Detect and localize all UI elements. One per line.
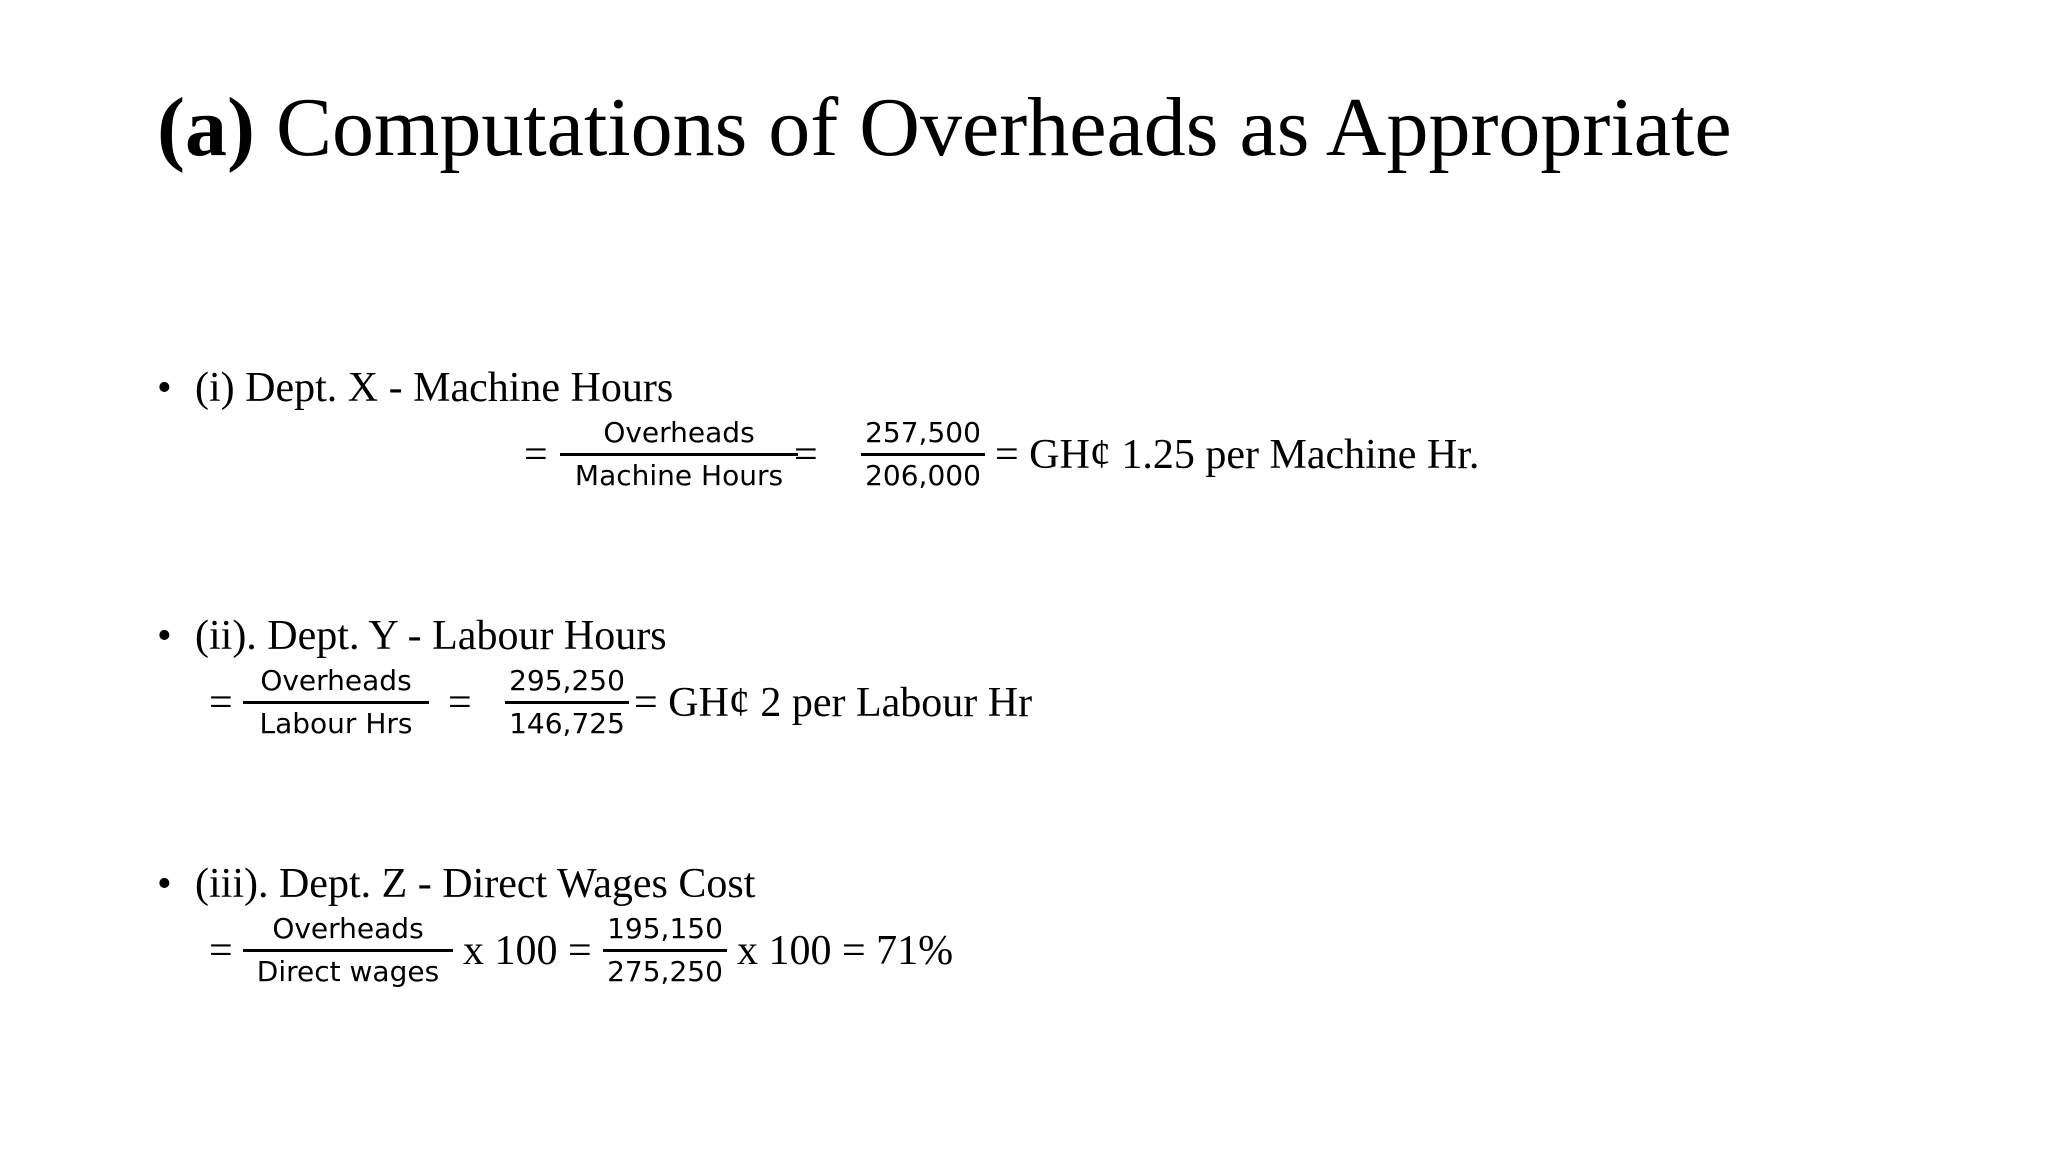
equals-sign: =: [209, 928, 233, 974]
item-heading: • (i) Dept. X - Machine Hours: [157, 365, 674, 411]
result: = GH¢ 2 per Labour Hr: [634, 680, 1033, 726]
item-heading: • (iii). Dept. Z - Direct Wages Cost: [157, 861, 756, 907]
multiply-100: x 100 =: [463, 928, 592, 974]
fraction: [505, 661, 629, 744]
denominator: Labour Hrs: [259, 707, 413, 740]
equation: [0, 912, 2048, 996]
slide-title: [157, 78, 1732, 178]
equals-sign: =: [794, 432, 818, 478]
equation: [0, 416, 2048, 500]
numerator: Overheads: [603, 416, 755, 449]
denominator: 146,725: [509, 707, 625, 740]
title-text: Computations of Overheads as Appropriate: [275, 81, 1732, 174]
numerator: 295,250: [509, 664, 625, 697]
denominator: 206,000: [865, 459, 981, 492]
fraction: [560, 413, 798, 496]
equals-sign: =: [209, 680, 233, 726]
equation: [0, 664, 2048, 748]
fraction: [243, 661, 429, 744]
equals-sign: =: [448, 680, 472, 726]
denominator: Direct wages: [256, 955, 440, 988]
fraction: [603, 909, 727, 992]
numerator: 195,150: [607, 912, 723, 945]
numerator: 257,500: [865, 416, 981, 449]
numerator: Overheads: [272, 912, 424, 945]
denominator: 275,250: [607, 955, 723, 988]
item-heading: • (ii). Dept. Y - Labour Hours: [157, 613, 667, 659]
fraction: [243, 909, 453, 992]
bullet-icon: •: [157, 365, 172, 411]
equals-sign: =: [524, 432, 548, 478]
result: = GH¢ 1.25 per Machine Hr.: [995, 432, 1480, 478]
bullet-icon: •: [157, 861, 172, 907]
result: x 100 = 71%: [737, 928, 954, 974]
fraction: [861, 413, 985, 496]
bullet-icon: •: [157, 613, 172, 659]
denominator: Machine Hours: [574, 459, 784, 492]
title-prefix: (a): [157, 81, 255, 174]
numerator: Overheads: [260, 664, 412, 697]
